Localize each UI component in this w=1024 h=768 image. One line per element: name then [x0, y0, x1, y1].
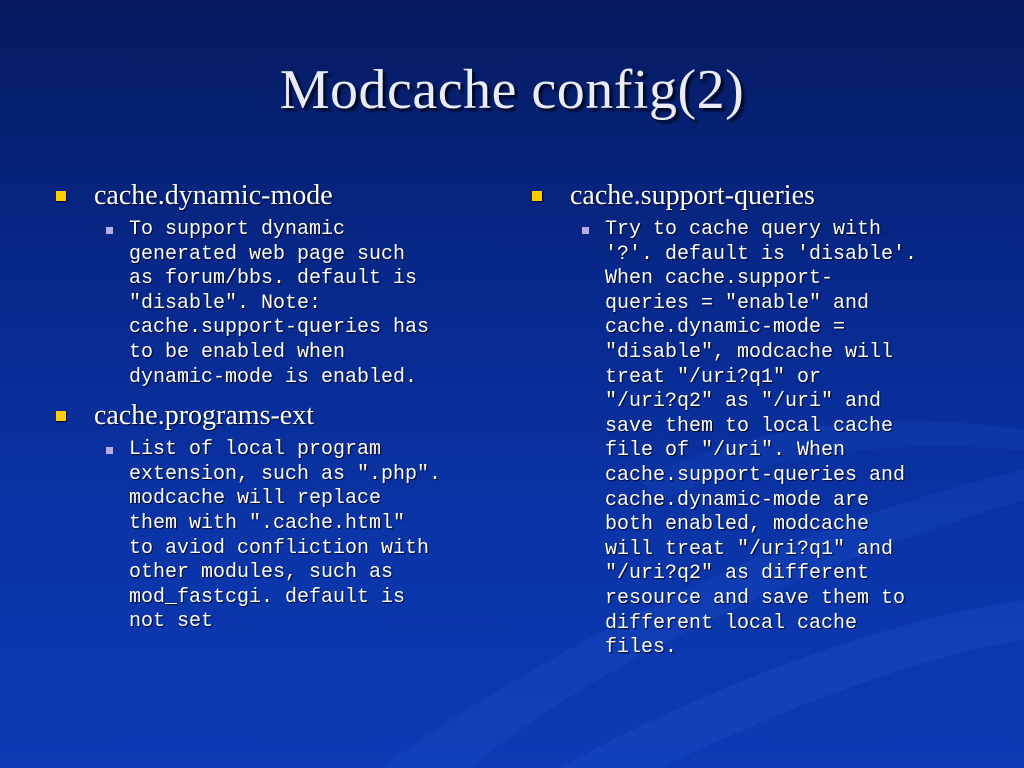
bullet-heading: cache.dynamic-mode	[94, 180, 333, 211]
sub-bullet-icon	[582, 227, 589, 234]
right-column	[532, 178, 992, 669]
bullet-detail: List of local program extension, such as ".php". modcache will replace them with ".cache.html" to aviod confliction with other modules, such as mod_fastcgi. default is not set	[129, 438, 442, 634]
bullet-detail: To support dynamic generated web page such as forum/bbs. default is "disable". Note: cache.support-queries has to be enabled when dynamic-mode is enabled.	[129, 218, 430, 389]
sub-bullet-icon	[106, 227, 113, 234]
square-bullet-icon	[56, 411, 66, 421]
bullet-item-programs-ext	[56, 398, 506, 635]
left-column	[56, 178, 506, 643]
bullet-heading: cache.programs-ext	[94, 400, 314, 432]
bullet-detail: Try to cache query with '?'. default is 'disable'. When cache.support- queries = "enable" and cache.dynamic-mode = "disable", modcache will treat "/uri?q1" or "/uri?q2" as "/uri" and save them to local cache file of "/uri". When cache.support-queries and cache.dynamic-mode are both enabled, modcache will treat "/uri?q1" and "/uri?q2" as different resource and save them to different local cache files.	[605, 218, 918, 660]
bullet-heading: cache.support-queries	[570, 180, 815, 211]
sub-bullet-icon	[106, 447, 113, 454]
slide-title: Modcache config(2)	[279, 59, 745, 121]
square-bullet-icon	[56, 191, 66, 201]
bullet-item-dynamic-mode	[56, 178, 506, 390]
bullet-item-support-queries	[532, 178, 992, 661]
square-bullet-icon	[532, 191, 542, 201]
